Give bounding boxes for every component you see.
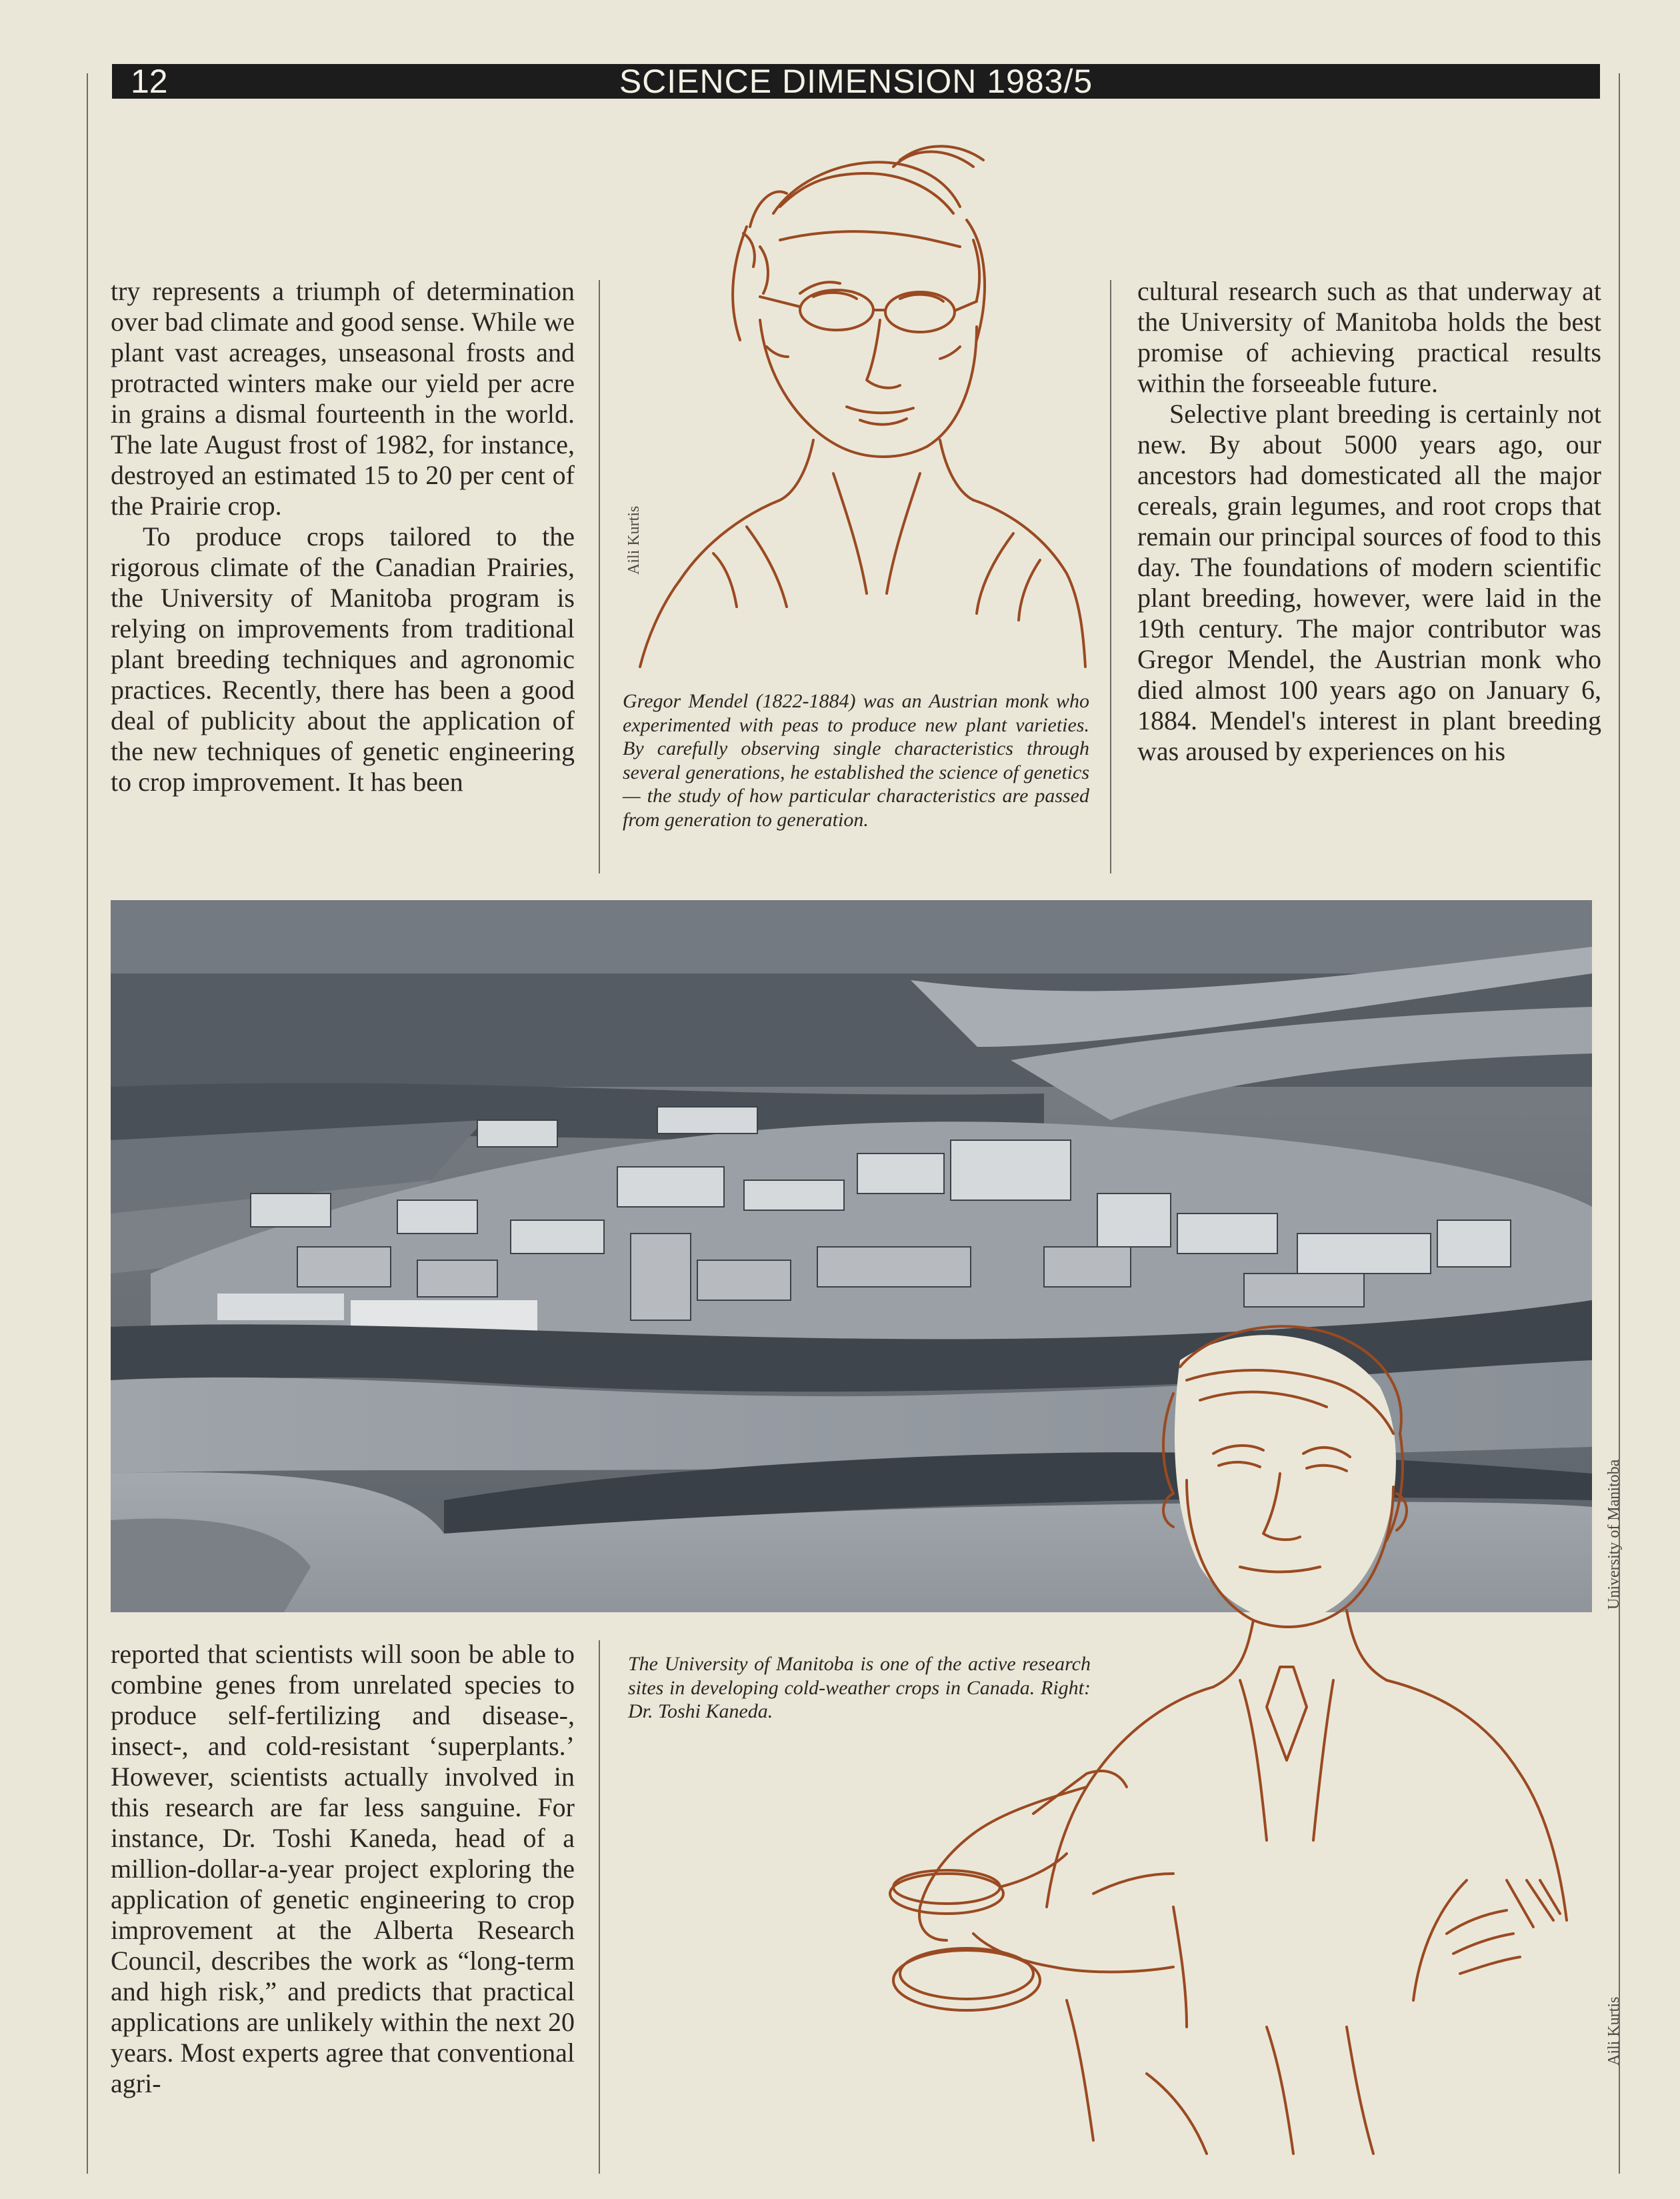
article-column-right-top — [1137, 276, 1601, 767]
page-number: 12 — [131, 63, 168, 100]
article-column-left-top — [111, 276, 575, 797]
paragraph: To produce crops tailored to the rigorous climate of the Canadian Prairies, the University of Manitoba program is relying on improvements from traditional plant breeding techniques and agronomic practices. Recently, there has been a good deal of publicity about the application of the new techniques of genetic engineering to crop improvement. It has been — [111, 521, 575, 797]
toshi-kaneda-sketch — [867, 1307, 1600, 2167]
mendel-sketch-credit: Aili Kurtis — [625, 505, 643, 575]
paragraph: reported that scientists will soon be able to combine genes from unrelated species to produce self-fertilizing and disease-, insect-, and cold-resistant ‘superplants.’ However, scientists actually involved in this research are far less sanguine. For instance, Dr. Toshi Kaneda, head of a million-dollar-a-year project exploring the application of genetic engineering to crop improvement at the Alberta Research Council, describes the work as “long-term and high risk,” and predicts that practical applications are unlikely within the next 20 years. Most experts agree that conventional agri- — [111, 1639, 575, 2098]
running-title: SCIENCE DIMENSION 1983/5 — [619, 63, 1093, 100]
paragraph: Selective plant breeding is certainly not new. By about 5000 years ago, our ancestors had domesticated all the major cereals, grain legumes, and root crops that remain our principal sources of food to this day. The foundations of modern scientific plant breeding, however, were laid in the 19th century. The major contributor was Gregor Mendel, the Austrian monk who died almost 100 years ago on January 6, 1884. Mendel's interest in plant breeding was aroused by experiences on his — [1137, 399, 1601, 766]
page-rule-left — [87, 73, 88, 2174]
running-header — [112, 64, 1600, 99]
column-rule-left-bottom — [599, 1640, 600, 2174]
article-column-left-bottom — [111, 1639, 575, 2099]
kaneda-sketch-credit: Aili Kurtis — [1605, 1996, 1623, 2066]
paragraph: cultural research such as that underway at the University of Manitoba holds the best promise of achieving practical results within the forseeable future. — [1137, 276, 1601, 398]
university-caption: The University of Manitoba is one of the active research sites in developing cold-weather crops in Canada. Right: Dr. Toshi Kaneda. — [628, 1653, 1091, 1722]
mendel-caption: Gregor Mendel (1822-1884) was an Austrian monk who experimented with peas to produce new plant varieties. By carefully observing single characteristics through several generations, he established the science of genetics — the study of how particular characteristics are passed from generation to generation. — [623, 690, 1089, 831]
column-rule-right-top — [1110, 280, 1111, 873]
column-rule-left-top — [599, 280, 600, 873]
page-rule-right — [1619, 73, 1620, 2174]
photo-credit: University of Manitoba — [1605, 1459, 1623, 1610]
paragraph: try represents a triumph of determination over bad climate and good sense. While we plant vast acreages, unseasonal frosts and protracted winters make our yield per acre in grains a dismal fourteenth in the world. The late August frost of 1982, for instance, destroyed an estimated 15 to 20 per cent of the Prairie crop. — [111, 276, 575, 521]
gregor-mendel-sketch — [613, 127, 1093, 680]
